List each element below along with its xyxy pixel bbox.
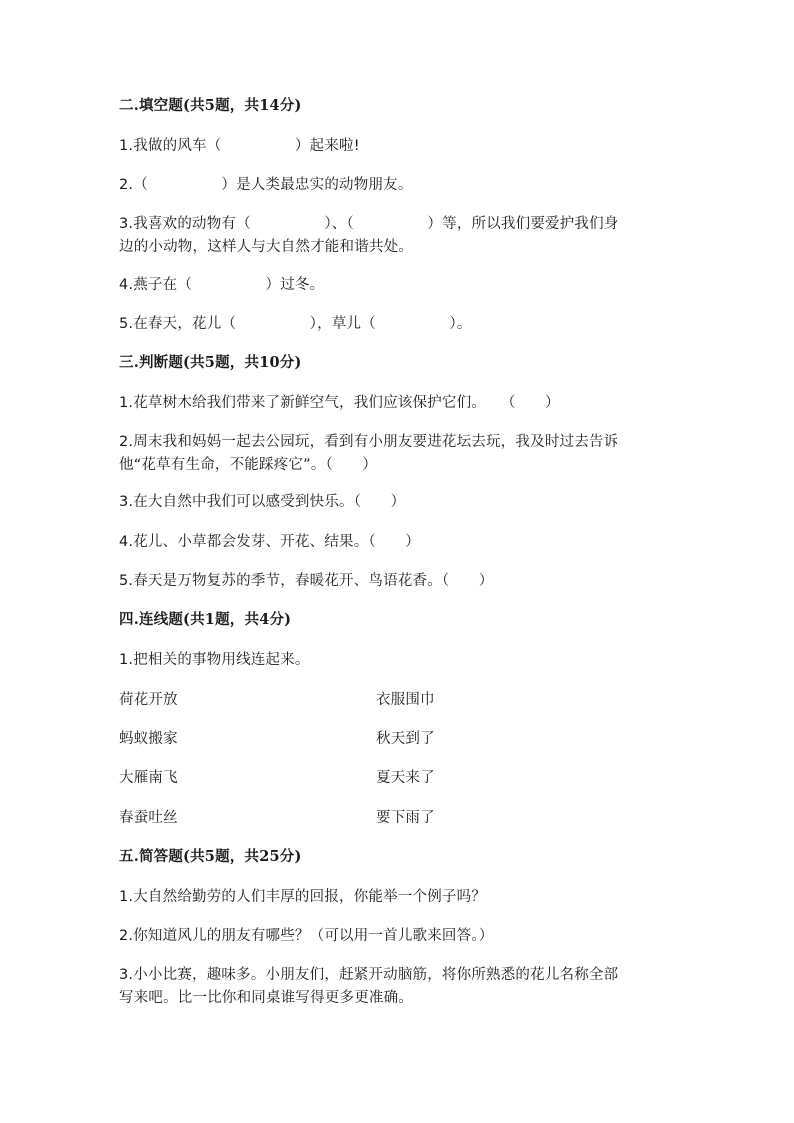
match-right-item: 秋天到了 xyxy=(376,731,435,747)
match-left-item: 春蚕吐丝 xyxy=(119,810,178,826)
section-title-short-answer: 五.简答题(共5题，共25分) xyxy=(119,848,302,865)
question-match-1: 1.把相关的事物用线连起来。 xyxy=(119,652,310,668)
question-judge-3: 3.在大自然中我们可以感受到快乐。（ ） xyxy=(119,494,406,510)
question-judge-1: 1.花草树木给我们带来了新鲜空气，我们应该保护它们。 （ ） xyxy=(119,395,560,411)
match-right-item: 夏天来了 xyxy=(376,770,435,786)
question-short-3-line2: 写来吧。比一比你和同桌谁写得更多更准确。 xyxy=(119,990,413,1006)
question-judge-2-line1: 2.周末我和妈妈一起去公园玩，看到有小朋友要进花坛去玩，我及时过去告诉 xyxy=(119,434,619,450)
question-short-2: 2.你知道风儿的朋友有哪些？（可以用一首儿歌来回答。） xyxy=(119,928,494,944)
match-left-item: 荷花开放 xyxy=(119,692,178,708)
match-right-item: 衣服围巾 xyxy=(376,692,435,708)
question-fill-5: 5.在春天，花儿（ ），草儿（ ）。 xyxy=(119,316,472,332)
question-short-3-line1: 3.小小比赛，趣味多。小朋友们，赶紧开动脑筋，将你所熟悉的花儿名称全部 xyxy=(119,967,619,983)
question-fill-1: 1.我做的风车（ ）起来啦! xyxy=(119,138,360,154)
section-title-matching: 四.连线题(共1题，共4分) xyxy=(119,611,292,628)
match-left-item: 大雁南飞 xyxy=(119,770,178,786)
question-short-1: 1.大自然给勤劳的人们丰厚的回报，你能举一个例子吗？ xyxy=(119,889,487,905)
question-fill-3-line1: 3.我喜欢的动物有（ ）、（ ）等，所以我们要爱护我们身 xyxy=(119,216,619,232)
section-title-fill-blank: 二.填空题(共5题，共14分) xyxy=(119,97,302,114)
match-right-item: 要下雨了 xyxy=(376,810,435,826)
match-left-item: 蚂蚁搬家 xyxy=(119,731,178,747)
question-fill-2: 2.（ ）是人类最忠实的动物朋友。 xyxy=(119,177,413,193)
question-judge-4: 4.花儿、小草都会发芽、开花、结果。（ ） xyxy=(119,534,420,550)
question-fill-4: 4.燕子在（ ）过冬。 xyxy=(119,277,325,293)
question-judge-5: 5.春天是万物复苏的季节，春暖花开、鸟语花香。（ ） xyxy=(119,573,494,589)
section-title-judgement: 三.判断题(共5题，共10分) xyxy=(119,354,302,371)
question-fill-3-line2: 边的小动物，这样人与大自然才能和谐共处。 xyxy=(119,239,413,255)
question-judge-2-line2: 他“花草有生命，不能踩疼它”。（ ） xyxy=(119,457,378,473)
